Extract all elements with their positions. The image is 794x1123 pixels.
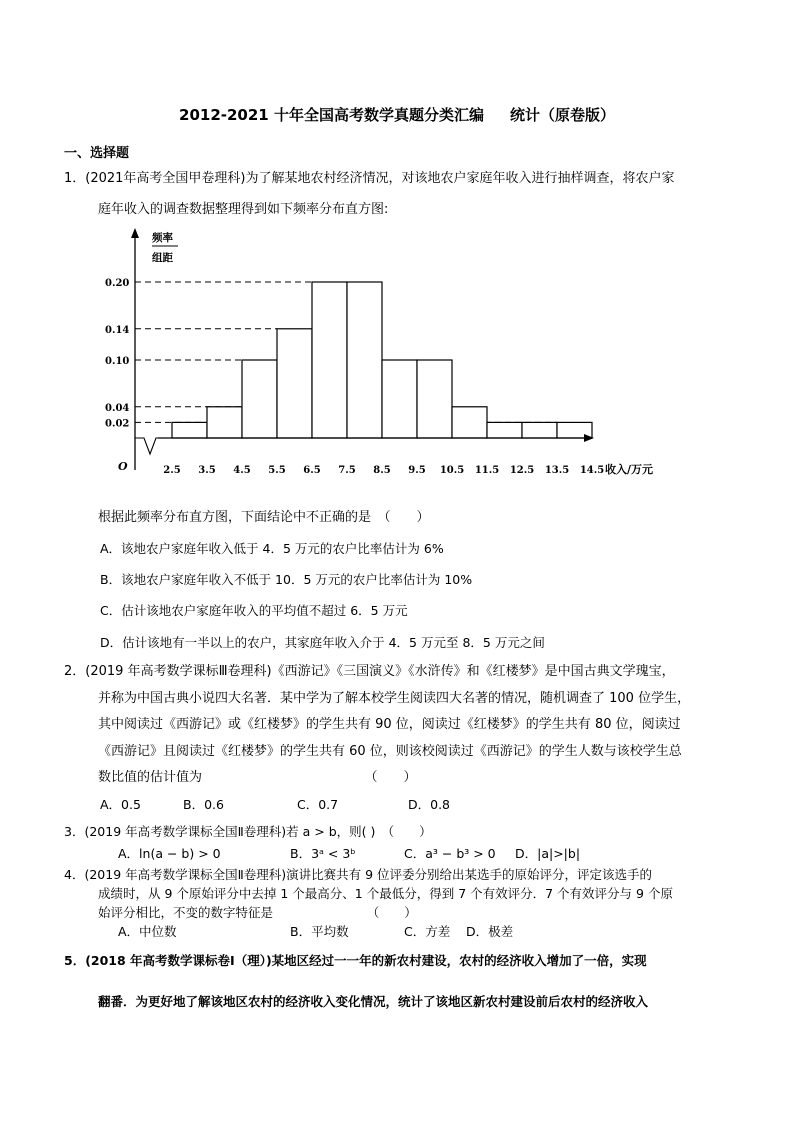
- histogram-bar-9.5-10.5: [417, 360, 452, 438]
- frequency-histogram: [100, 222, 680, 484]
- q4-option-c: C．方差: [404, 924, 451, 939]
- q5-line1: 5．(2018 年高考数学课标卷Ⅰ（理）)某地区经过一一年的新农村建设，农村的经济收入增加了一倍，实现: [64, 953, 647, 968]
- q2-line2: 并称为中国古典小说四大名著．某中学为了解本校学生阅读四大名著的情况，随机调查了 100 位学生，: [98, 691, 691, 706]
- q4-option-b: B．平均数: [290, 924, 349, 939]
- x-axis-label: 收入/万元: [605, 463, 654, 476]
- x-tick-label: 12.5: [509, 465, 535, 476]
- q3-stem: 3．(2019 年高考数学课标全国Ⅱ卷理科)若 a > b，则( ) （ ）: [64, 824, 432, 839]
- histogram-bar-4.5-5.5: [242, 360, 277, 438]
- q1-option-a: A．该地农户家庭年收入低于 4．5 万元的农户比率估计为 6%: [100, 541, 444, 556]
- q2-option-a: A．0.5: [100, 797, 141, 812]
- section-heading: 一、选择题: [64, 146, 130, 161]
- q2-number: 2．: [64, 664, 86, 679]
- q1-line2: 庭年收入的调查数据整理得到如下频率分布直方图:: [98, 202, 389, 217]
- origin-label: O: [118, 460, 128, 473]
- q2-option-c: C．0.7: [297, 797, 339, 812]
- histogram-bar-2.5-3.5: [172, 422, 207, 438]
- x-tick-label: 3.5: [198, 465, 216, 476]
- x-tick-label: 9.5: [408, 465, 426, 476]
- y-tick-label: 0.04: [105, 402, 130, 414]
- title-sub: 统计（原卷版）: [509, 106, 615, 124]
- y-axis-label-bottom: 组距: [152, 252, 173, 264]
- page-title: [0, 104, 794, 125]
- x-tick-label: 2.5: [163, 465, 181, 476]
- histogram-bar-12.5-13.5: [522, 422, 557, 438]
- q1-number: 1．: [64, 171, 86, 186]
- q3-number: 3．: [64, 824, 85, 839]
- histogram-bar-5.5-6.5: [277, 329, 312, 438]
- q1-option-b: B．该地农户家庭年收入不低于 10．5 万元的农户比率估计为 10%: [100, 572, 473, 587]
- q3-option-b: B．3ᵃ < 3ᵇ: [290, 846, 356, 861]
- q4-line3: 始评分相比，不变的数字特征是 （ ）: [98, 905, 417, 920]
- q2-line1: 2．(2019 年高考数学课标Ⅲ卷理科)《西游记》《三国演义》《水浒传》和《红楼梦》是中国古典文学瑰宝，: [64, 664, 675, 679]
- x-tick-label: 6.5: [303, 465, 321, 476]
- q5-number: 5．: [64, 953, 86, 968]
- y-axis-arrow-icon: [131, 228, 139, 238]
- title-main: 2012-2021 十年全国高考数学真题分类汇编: [179, 106, 484, 124]
- y-axis-label-top: 频率: [152, 232, 173, 244]
- x-tick-label: 5.5: [268, 465, 286, 476]
- y-tick-label: 0.20: [105, 278, 130, 289]
- x-tick-label: 11.5: [474, 465, 500, 476]
- q1-question: 根据此频率分布直方图，下面结论中不正确的是 （ ）: [98, 510, 430, 525]
- x-tick-label: 13.5: [544, 465, 570, 476]
- x-tick-label: 8.5: [373, 465, 391, 476]
- histogram-bar-3.5-4.5: [207, 407, 242, 438]
- q4-option-a: A．中位数: [118, 924, 177, 939]
- histogram-bar-10.5-11.5: [452, 407, 487, 438]
- q4-line2: 成绩时，从 9 个原始评分中去掉 1 个最高分、1 个最低分，得到 7 个有效评分．7 个有效评分与 9 个原: [98, 886, 673, 901]
- q2-line5: 数比值的估计值为 （ ）: [98, 770, 417, 785]
- y-tick-label: 0.10: [105, 356, 130, 367]
- q1-line1: 1．(2021年高考全国甲卷理科)为了解某地农村经济情况，对该地农户家庭年收入进行抽样调查，将农户家: [64, 171, 675, 186]
- q2-option-d: D．0.8: [408, 797, 451, 812]
- x-tick-label: 4.5: [233, 465, 251, 476]
- q4-line1: 4．(2019 年高考数学课标全国Ⅱ卷理科)演讲比赛共有 9 位评委分别给出某选手的原始评分，评定该选手的: [64, 867, 653, 882]
- q2-option-b: B．0.6: [183, 797, 224, 812]
- q2-line3: 其中阅读过《西游记》或《红楼梦》的学生共有 90 位，阅读过《红楼梦》的学生共有 80 位，阅读过: [98, 717, 681, 732]
- histogram-bar-6.5-7.5: [312, 282, 347, 438]
- axis-break-icon: [135, 438, 158, 454]
- q5-line2: 翻番．为更好地了解该地区农村的经济收入变化情况，统计了该地区新农村建设前后农村的经济收入: [98, 994, 649, 1009]
- q3-option-d: D．|a|>|b|: [515, 846, 581, 861]
- q4-number: 4．: [64, 867, 85, 882]
- q1-option-c: C．估计该地农户家庭年收入的平均值不超过 6．5 万元: [100, 603, 408, 618]
- histogram-bar-8.5-9.5: [382, 360, 417, 438]
- histogram-bar-11.5-12.5: [487, 422, 522, 438]
- x-tick-label: 10.5: [439, 465, 465, 476]
- y-tick-label: 0.14: [105, 324, 130, 336]
- q1-option-d: D．估计该地有一半以上的农户，其家庭年收入介于 4．5 万元至 8．5 万元之间: [100, 635, 545, 650]
- q3-option-c: C．a³ − b³ > 0: [404, 846, 496, 861]
- q4-option-d: D．极差: [466, 924, 514, 939]
- x-tick-label: 7.5: [338, 465, 356, 476]
- x-tick-label: 14.5: [579, 465, 605, 476]
- histogram-bar-7.5-8.5: [347, 282, 382, 438]
- q3-option-a: A．ln(a − b) > 0: [118, 846, 221, 861]
- q2-line4: 《西游记》且阅读过《红楼梦》的学生共有 60 位，则该校阅读过《西游记》的学生人数与该校学生总: [98, 744, 682, 759]
- y-tick-label: 0.02: [105, 418, 130, 430]
